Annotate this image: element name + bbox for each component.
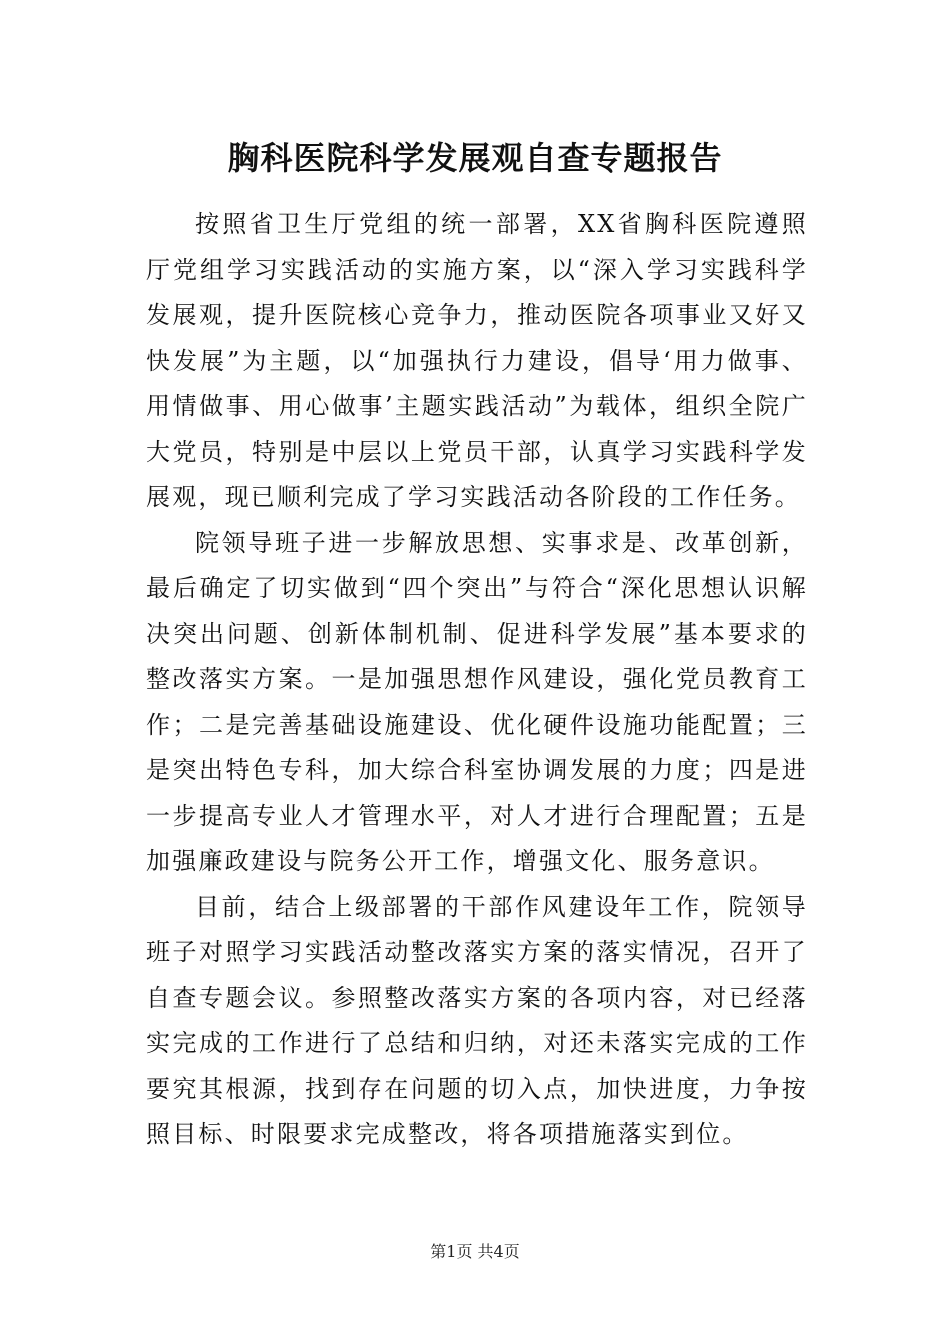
page-number-footer: 第1页 共4页 <box>430 1242 520 1261</box>
paragraph-1: 按照省卫生厅党组的统一部署，XX省胸科医院遵照厅党组学习实践活动的实施方案，以“深入学习实践科学发展观，提升医院核心竞争力，推动医院各项事业又好又快发展”为主题，以“加强执行力建设，倡导‘用力做事、用情做事、用心做事’主题实践活动”为载体，组织全院广大党员，特别是中层以上党员干部，认真学习实践科学发展观，现已顺利完成了学习实践活动各阶段的工作任务。 <box>146 210 808 511</box>
document-body <box>146 202 808 1158</box>
document-title: 胸科医院科学发展观自查专题报告 <box>227 139 723 177</box>
paragraph-3: 目前，结合上级部署的干部作风建设年工作，院领导班子对照学习实践活动整改落实方案的落实情况，召开了自查专题会议。参照整改落实方案的各项内容，对已经落实完成的工作进行了总结和归纳，对还未落实完成的工作要究其根源，找到存在问题的切入点，加快进度，力争按照目标、时限要求完成整改，将各项措施落实到位。 <box>146 892 808 1148</box>
paragraph-2: 院领导班子进一步解放思想、实事求是、改革创新，最后确定了切实做到“四个突出”与符合“深化思想认识解决突出问题、创新体制机制、促进科学发展”基本要求的整改落实方案。一是加强思想作风建设，强化党员教育工作；二是完善基础设施建设、优化硬件设施功能配置；三是突出特色专科，加大综合科室协调发展的力度；四是进一步提高专业人才管理水平，对人才进行合理配置；五是加强廉政建设与院务公开工作，增强文化、服务意识。 <box>146 528 808 875</box>
